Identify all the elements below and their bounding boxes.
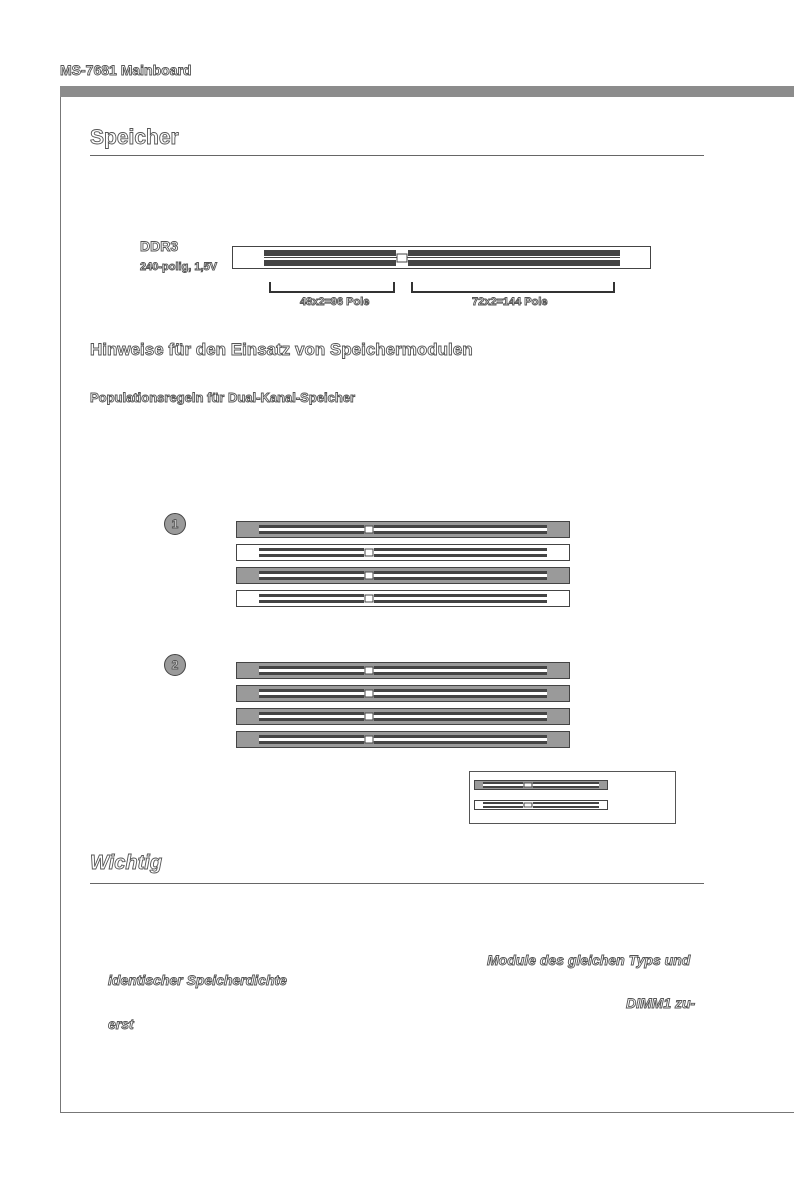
ddr3-module-diagram (232, 246, 652, 270)
pins-left-label: 48x2=96 Pole (300, 296, 370, 308)
frame-bottom-border (60, 1112, 794, 1113)
pins-right-label: 72x2=144 Pole (472, 296, 548, 308)
dimm-slot (236, 521, 570, 538)
title-underline (90, 155, 704, 156)
important-module-type: Module des gleichen Typs und (487, 952, 691, 968)
important-title: Wichtig (90, 852, 163, 874)
important-density: identischer Speicherdichte (108, 972, 287, 988)
legend-installed-slot (474, 780, 608, 790)
dimm-slot (236, 544, 570, 561)
hints-heading: Hinweise für den Einsatz von Speichermodulen (90, 340, 473, 359)
header-bar (60, 86, 794, 97)
pin-bracket (268, 280, 620, 296)
dimm-slot (236, 708, 570, 725)
population-rules-heading: Populationsregeln für Dual-Kanal-Speicher (90, 390, 356, 405)
legend-empty-slot (474, 800, 608, 810)
page-header-title: MS-7681 Mainboard (60, 62, 192, 78)
dimm-slot (236, 590, 570, 607)
config-badge-2: 2 (164, 654, 186, 676)
ddr3-label: DDR3 (140, 238, 179, 254)
config-badge-1: 1 (164, 513, 186, 535)
important-dimm1: DIMM1 zu- (626, 995, 696, 1011)
ddr3-spec: 240-polig, 1,5V (140, 261, 218, 273)
dimm-slot (236, 567, 570, 584)
dimm-slot (236, 731, 570, 748)
important-first: erst (108, 1016, 134, 1032)
dimm-slot (236, 662, 570, 679)
frame-left-border (60, 97, 61, 1113)
dimm-slot (236, 685, 570, 702)
legend-box (469, 771, 676, 824)
section-title: Speicher (90, 126, 179, 149)
important-underline (90, 883, 704, 884)
